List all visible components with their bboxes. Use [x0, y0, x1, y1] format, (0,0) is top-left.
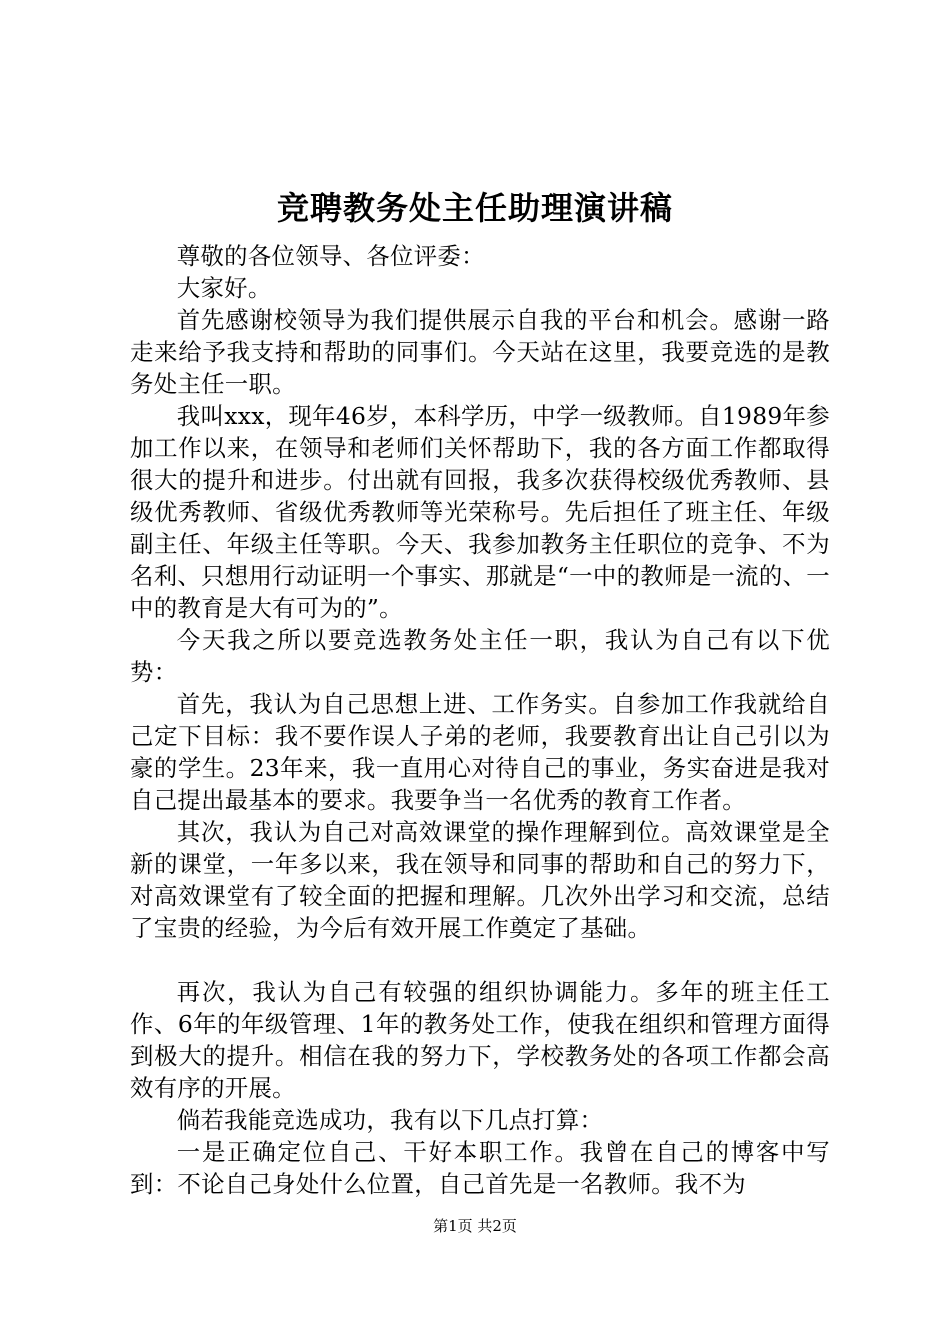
paragraph-plans-intro: 倘若我能竞选成功，我有以下几点打算：	[176, 1106, 604, 1134]
paragraph-advantage-first: 首先，我认为自己思想上进、工作务实。自参加工作我就给自己定下目标：我不要作误人子弟的老师，我要教育出让自己引以为豪的学生。23年来，我一直用心对待自己的事业，务实奋进是我对自己提出最基本的要求。我要争当一名优秀的教育工作者。	[130, 690, 830, 814]
paragraph-plan-first: 一是正确定位自己、干好本职工作。我曾在自己的博客中写到：不论自己身处什么位置，自己首先是一名教师。我不为	[130, 1138, 830, 1198]
paragraph-advantage-second: 其次，我认为自己对高效课堂的操作理解到位。高效课堂是全新的课堂，一年多以来，我在领导和同事的帮助和自己的努力下，对高效课堂有了较全面的把握和理解。几次外出学习和交流，总结了宝贵的经验，为今后有效开展工作奠定了基础。	[130, 818, 830, 942]
document-title: 竞聘教务处主任助理演讲稿	[276, 189, 673, 227]
paragraph-greeting: 大家好。	[176, 274, 272, 302]
document-body	[130, 240, 830, 1200]
paragraph-salutation: 尊敬的各位领导、各位评委：	[176, 242, 485, 270]
paragraph-introduction: 我叫xxx，现年46岁，本科学历，中学一级教师。自1989年参加工作以来，在领导和老师们关怀帮助下，我的各方面工作都取得很大的提升和进步。付出就有回报，我多次获得校级优秀教师、县级优秀教师、省级优秀教师等光荣称号。先后担任了班主任、年级副主任、年级主任等职。今天、我参加教务主任职位的竞争、不为名利、只想用行动证明一个事实、那就是“一中的教师是一流的、一中的教育是大有可为的”。	[130, 402, 830, 622]
paragraph-advantage-third: 再次，我认为自己有较强的组织协调能力。多年的班主任工作、6年的年级管理、1年的教务处工作，使我在组织和管理方面得到极大的提升。相信在我的努力下，学校教务处的各项工作都会高效有序的开展。	[130, 978, 830, 1102]
page-footer	[0, 1216, 950, 1236]
paragraph-thanks: 首先感谢校领导为我们提供展示自我的平台和机会。感谢一路走来给予我支持和帮助的同事们。今天站在这里，我要竞选的是教务处主任一职。	[130, 306, 830, 398]
page-indicator: 第1页 共2页	[433, 1217, 517, 1235]
paragraph-advantages-intro: 今天我之所以要竞选教务处主任一职，我认为自己有以下优势：	[130, 626, 830, 686]
